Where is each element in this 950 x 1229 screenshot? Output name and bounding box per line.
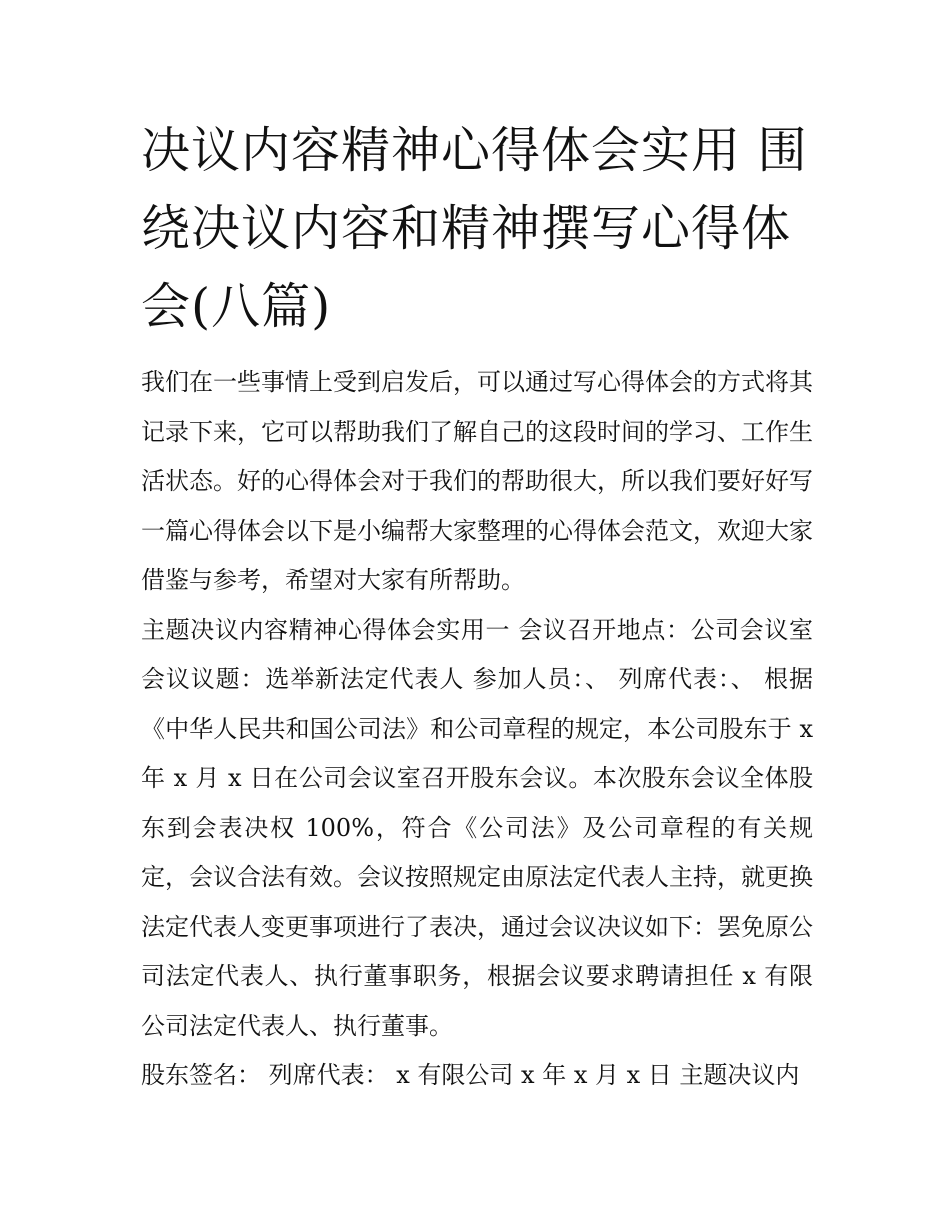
document-title: 决议内容精神心得体会实用 围绕决议内容和精神撰写心得体会(八篇)	[141, 122, 808, 335]
intro-paragraph: 我们在一些事情上受到启发后，可以通过写心得体会的方式将其记录下来，它可以帮助我们了解自己的这段时间的学习、工作生活状态。好的心得体会对于我们的帮助很大，所以我们要好好写一篇心得体会以下是小编帮大家整理的心得体会范文，欢迎大家借鉴与参考，希望对大家有所帮助。	[141, 368, 813, 594]
meeting-resolution-paragraph: 主题决议内容精神心得体会实用一 会议召开地点：公司会议室 会议议题：选举新法定代表人 参加人员：、 列席代表：、 根据《中华人民共和国公司法》和公司章程的规定，本公司股东于 x 年 x 月 x 日在公司会议室召开股东会议。本次股东会议全体股东到会表决权 100%，符合《公司法》及公司章程的有关规定，会议合法有效。会议按照规定由原法定代表人主持，就更换法定代表人变更事项进行了表决，通过会议决议如下：罢免原公司法定代表人、执行董事职务，根据会议要求聘请担任 x 有限公司法定代表人、执行董事。	[141, 615, 813, 1040]
signature-paragraph: 股东签名： 列席代表： x 有限公司 x 年 x 月 x 日 主题决议内	[141, 1061, 800, 1089]
document-page	[141, 112, 813, 1101]
